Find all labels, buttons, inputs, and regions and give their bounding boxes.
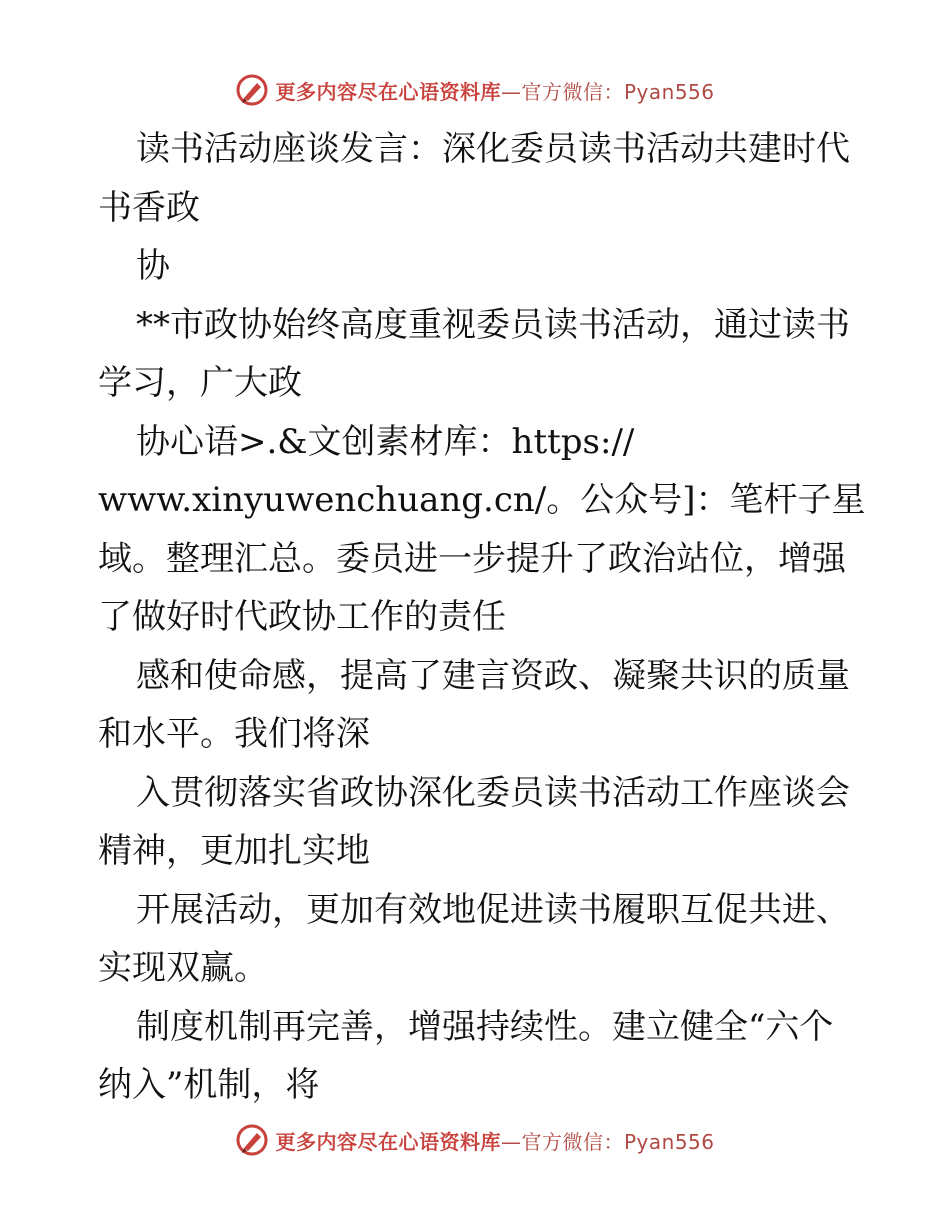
- doc-line: 了做好时代政协工作的责任: [98, 597, 506, 637]
- doc-line: 制度机制再完善，增强持续性。建立健全“六个: [136, 1006, 834, 1047]
- footer-watermark-banner: [0, 1120, 950, 1160]
- doc-line: 读书活动座谈发言：深化委员读书活动共建时代: [136, 129, 850, 169]
- doc-line: **市政协始终高度重视委员读书活动，通过读书: [136, 304, 850, 345]
- pen-logo-icon: [235, 73, 269, 107]
- doc-line: 实现双赢。: [98, 948, 268, 988]
- doc-line: 书香政: [98, 187, 200, 228]
- doc-line: www.xinyuwenchuang.cn/。公众号]：笔杆子星: [98, 480, 866, 520]
- doc-line: 协心语>.&文创素材库：https://: [136, 421, 635, 462]
- header-watermark-banner: [0, 70, 950, 110]
- doc-line: 纳入”机制，将: [98, 1065, 320, 1105]
- doc-line: 协: [136, 246, 170, 286]
- doc-line: 感和使命感，提高了建言资政、凝聚共识的质量: [136, 655, 850, 696]
- doc-line: 和水平。我们将深: [98, 714, 370, 754]
- watermark-text: 更多内容尽在心语资料库—官方微信：Pyan556: [275, 1129, 715, 1154]
- document-body: [98, 120, 866, 1115]
- doc-line: 入贯彻落实省政协深化委员读书活动工作座谈会: [136, 772, 850, 813]
- pen-logo-icon: [235, 1123, 269, 1157]
- doc-line: 学习，广大政: [98, 363, 302, 403]
- doc-line: 开展活动，更加有效地促进读书履职互促共进、: [136, 889, 850, 930]
- doc-line: 域。整理汇总。委员进一步提升了政治站位，增强: [98, 538, 846, 579]
- watermark-text: 更多内容尽在心语资料库—官方微信：Pyan556: [275, 79, 715, 104]
- doc-line: 精神，更加扎实地: [98, 831, 370, 871]
